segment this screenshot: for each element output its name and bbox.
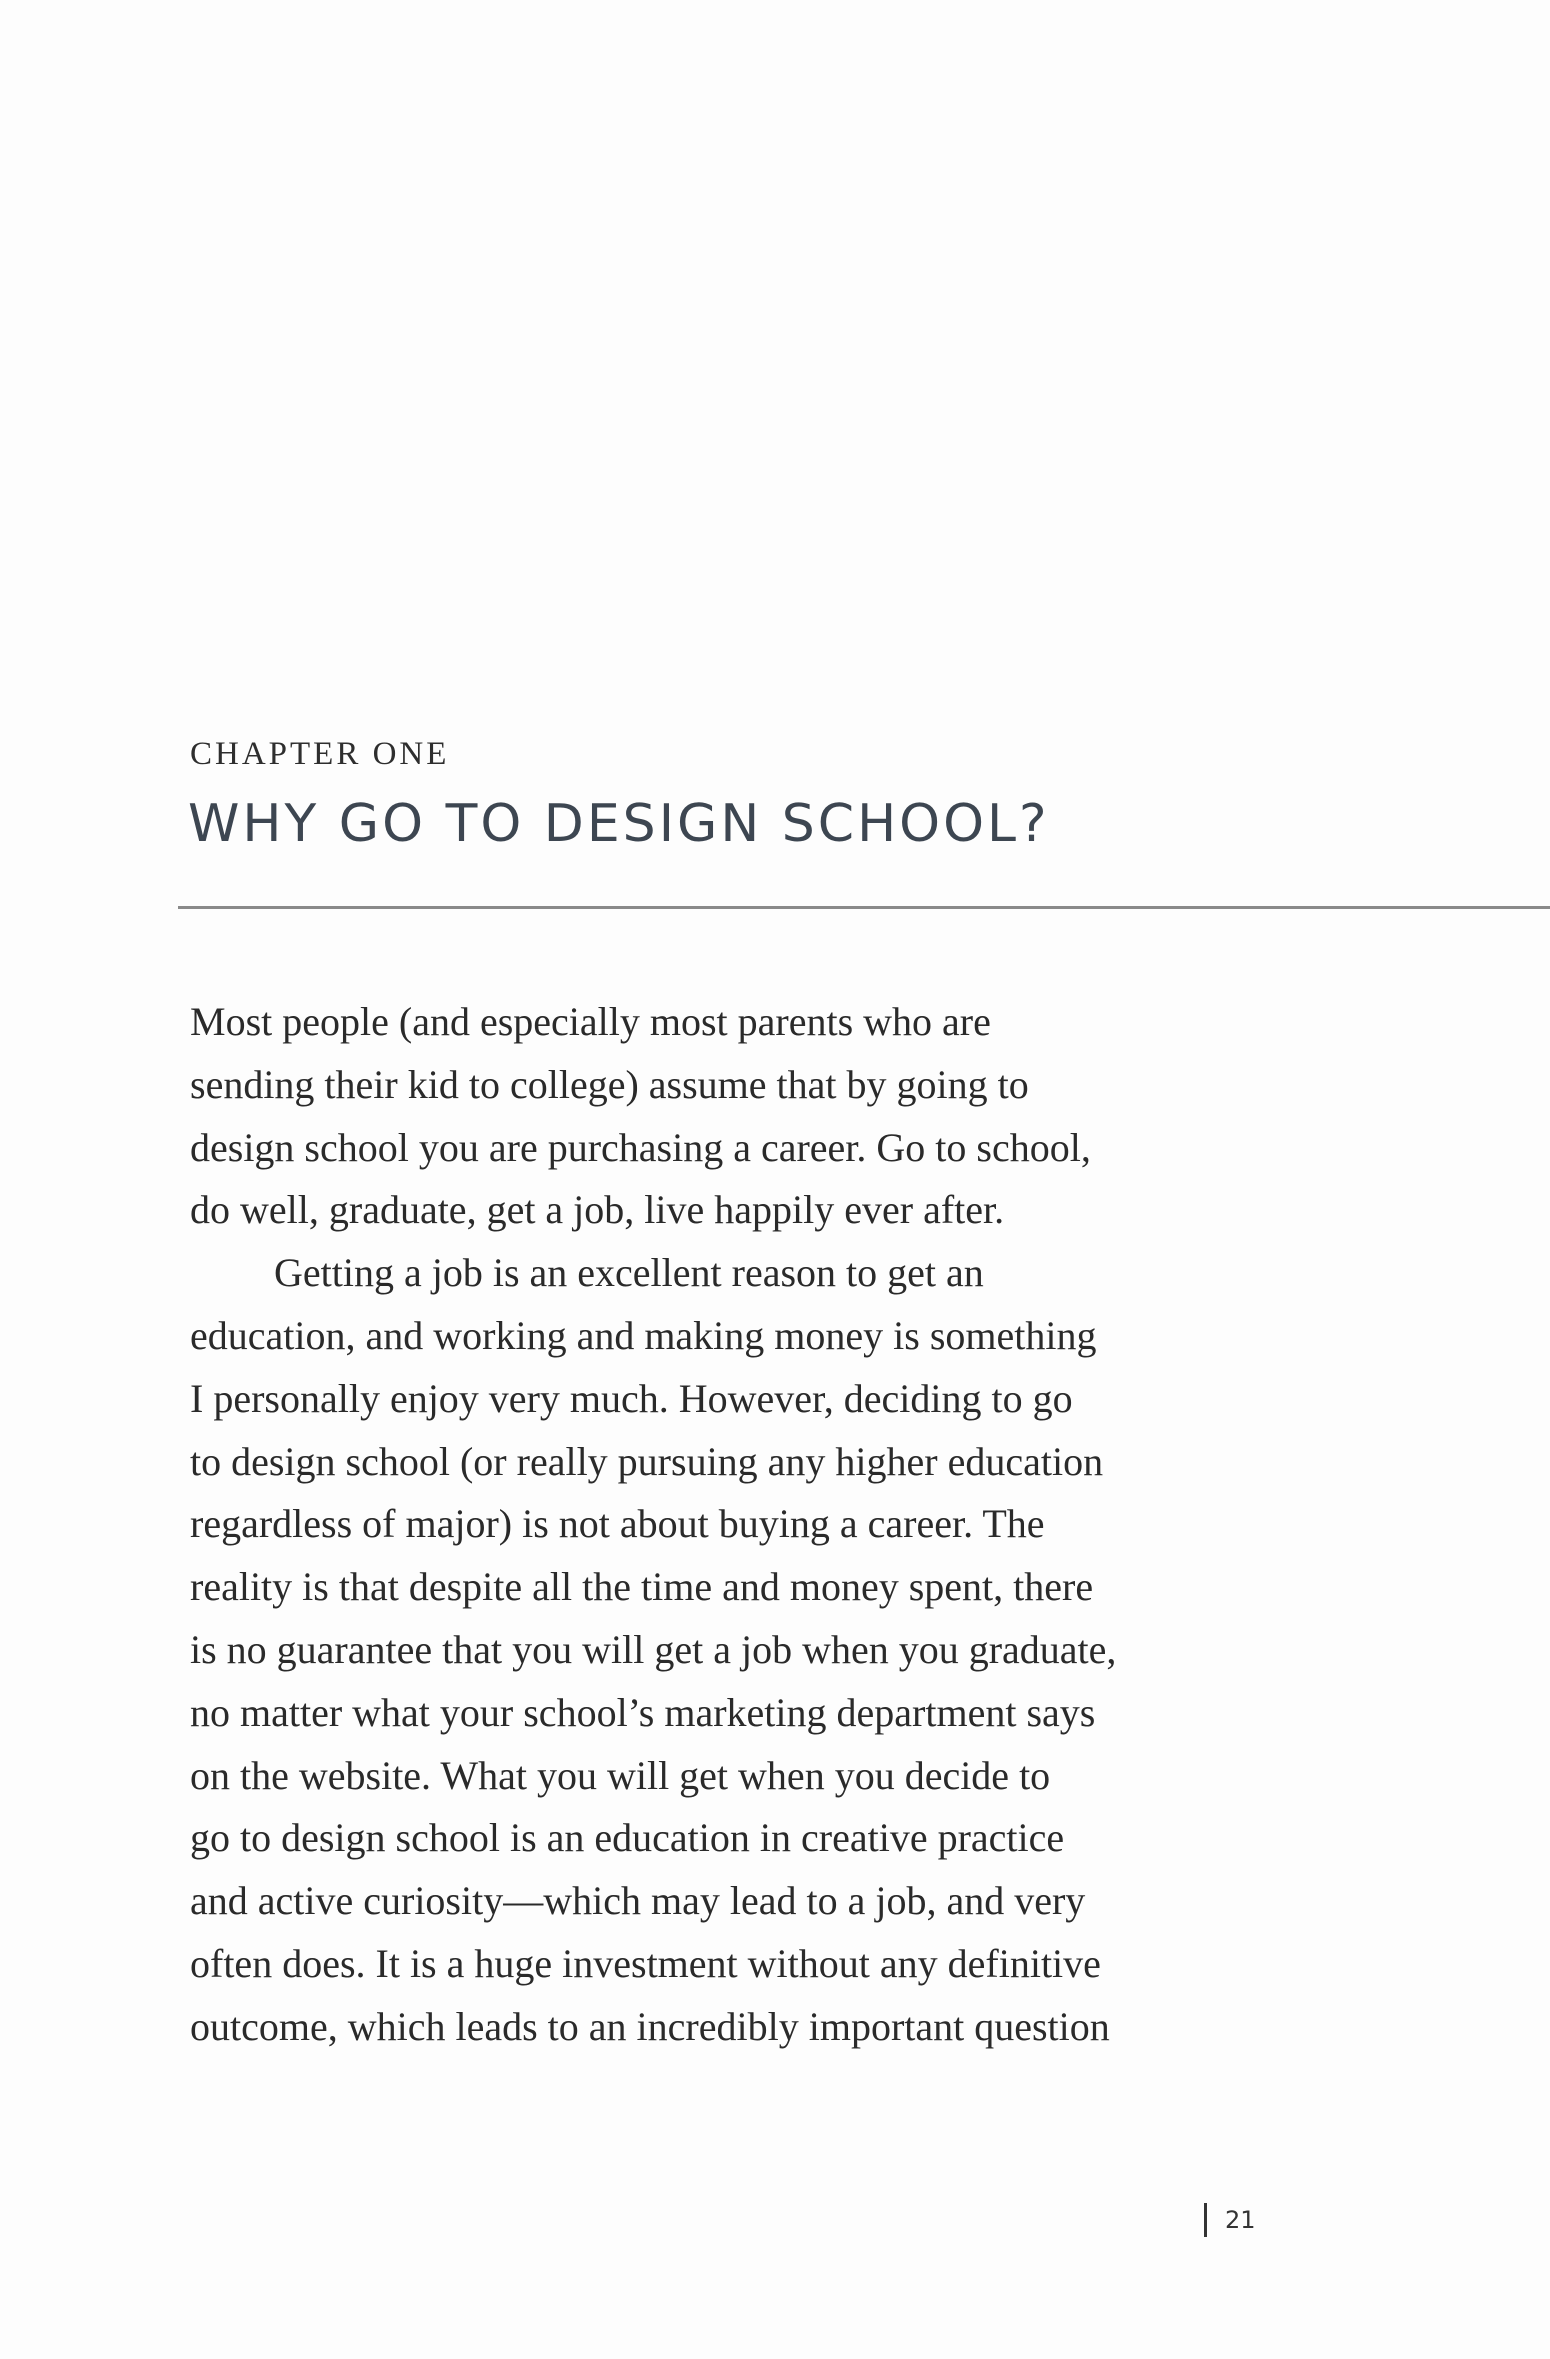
- body-line: often does. It is a huge investment without any definitive: [190, 1940, 1101, 1986]
- body-line: go to design school is an education in creative practice: [190, 1815, 1065, 1861]
- body-line: sending their kid to college) assume that by going to: [190, 1061, 1029, 1107]
- body-line: design school you are purchasing a career. Go to school,: [190, 1124, 1091, 1170]
- title-divider: [178, 906, 1550, 909]
- body-line: reality is that despite all the time and money spent, there: [190, 1564, 1094, 1610]
- body-line: on the website. What you will get when you decide to: [190, 1752, 1051, 1798]
- body-line: education, and working and making money is something: [190, 1312, 1097, 1358]
- body-line: Getting a job is an excellent reason to get an: [274, 1250, 984, 1296]
- body-line: do well, graduate, get a job, live happily ever after.: [190, 1187, 1005, 1233]
- chapter-label: CHAPTER ONE: [190, 736, 450, 772]
- body-line: to design school (or really pursuing any higher education: [190, 1438, 1104, 1484]
- body-line: no matter what your school’s marketing department says: [190, 1689, 1096, 1735]
- page-number-bar: [1204, 2203, 1207, 2237]
- page-footer: [1204, 2203, 1256, 2237]
- body-line: I personally enjoy very much. However, deciding to go: [190, 1375, 1073, 1421]
- body-line: and active curiosity—which may lead to a job, and very: [190, 1878, 1086, 1924]
- chapter-title: WHY GO TO DESIGN SCHOOL?: [188, 794, 1050, 854]
- page-number: 21: [1225, 2206, 1256, 2234]
- body-line: regardless of major) is not about buying a career. The: [190, 1501, 1045, 1547]
- body-paragraphs: [190, 991, 1270, 2059]
- body-line: Most people (and especially most parents who are: [190, 999, 991, 1044]
- body-line: is no guarantee that you will get a job when you graduate,: [190, 1626, 1117, 1672]
- body-line: outcome, which leads to an incredibly important question: [190, 2003, 1110, 2049]
